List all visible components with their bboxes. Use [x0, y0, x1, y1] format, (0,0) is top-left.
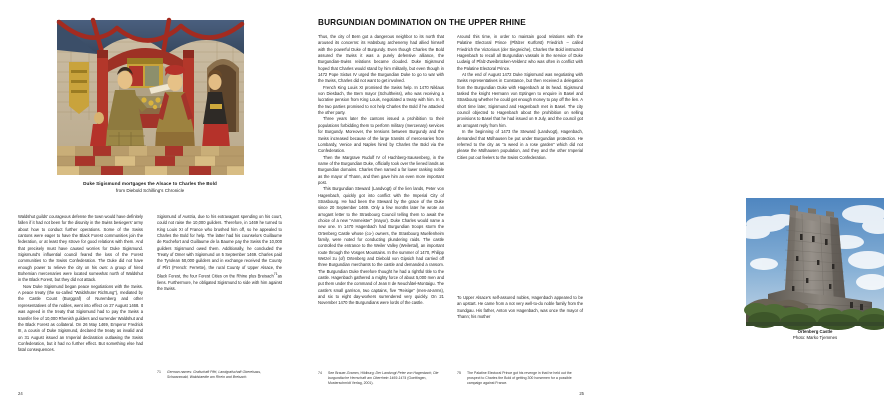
left-page	[0, 0, 300, 405]
right-column-1	[318, 34, 444, 320]
paragraph	[157, 214, 282, 293]
castle-caption-title: Ortenberg Castle	[797, 329, 833, 334]
page-title: BURGUNDIAN DOMINATION ON THE UPPER RHINE	[318, 18, 526, 27]
castle-caption	[746, 329, 884, 341]
left-footnote-col-1	[18, 370, 143, 380]
folio-number-left: 24	[18, 391, 23, 396]
paragraph: Waldshut guilds' courageous defense the town would have definitely fallen if it had not been for the disunity in the Swiss besiegers' army about how to conduct further operations. Some of the Swiss cantons were eager to have the Black Forest communities join the federation, or at least they strove for good relations with them. And that precisely must have caused worries for Duke Sigismund. Sigismund's influential council feared the loss of the Forest communities to the Swiss Confederation. The Duke did not have enough power to relieve the city on his own: a group of hired Bohemian mercenaries were located somewhat north of Waldshut in the Black Forest, but they did not attack.	[18, 214, 143, 283]
illumination-image	[57, 20, 244, 175]
illumination-caption	[22, 180, 278, 194]
right-footnote-col-1	[318, 371, 444, 387]
footnote-title: Der Landvogt Peter von Hagenbach, Die burgundische Herrschaft am Oberrhein 1469-1474	[328, 371, 439, 381]
paragraph: Thus, the city of Bern got a dangerous neighbor to its north that aroused its concerns: its Habsburg archenemy had allied himself with the powerful Duke of Burgundy. Even though Charles the Bold assured the Swiss it was a purely defensive alliance, the Burgundian-Swiss relations became clouded. Duke Sigismund hoped that Charles would stand by him militarily, but even though in 1472 Pope Sixtus IV urged the Burgundian Duke to go to war with the Swiss, Charles did not want to get involved.	[318, 34, 444, 84]
castle-caption-credit: Photo: Marko Tjemmes	[792, 335, 838, 340]
left-column-1	[18, 214, 143, 354]
footnote-text: German names: Grafschaft Pfirt, Landgrafschaft Oberelsass, Schwarzwald, Waldstaedte am Rhein and Breisach.	[167, 370, 262, 380]
footnote-number: 75	[457, 371, 461, 375]
paragraph: At the end of August 1472 Duke Sigismund was negotiating with Swiss representatives in Constance, but then received a delegation from the Burgundian Duke with Hagenbach at its head. Sigismund tasked the knight Hermann von Eptingen to enquire in Basel and Strasbourg whether he could get enough money to pay off the lien. A short time later, Sigismund and Hagenbach met in Basel. The city council objected to Hagenbach about the prohibition on selling provisions to Basel that he had issued on 9 July, and the council got an arrogant reply from him.	[457, 72, 583, 128]
footnote-number: 74	[318, 371, 322, 375]
left-page-footnotes	[18, 370, 282, 380]
footnote-suffix: (Goettingen, Musterschmidt Verlag, 2001).	[328, 376, 427, 386]
paragraph: Three years later the cantons issued a prohibition to their populations forbidding them to perform military (mercenary) services for Burgundy. Moreover, the tensions between Burgundy and the Swiss increased because of the large transits of mercenaries from Lombardy, Venice and Naples hired by Charles the Bold via the Confederation.	[318, 116, 444, 154]
footnote-text: The Palatine Electoral Prince got his revenge in that he held out the prospect to Charles the Bold of getting 300 horsemen for a possible campaign against France.	[467, 371, 572, 386]
right-page	[300, 0, 838, 405]
footnote-number: 71	[157, 370, 161, 374]
paragraph: This Burgundian Steward (Landvogt) of the lien lands, Peter von Hagenbach, quickly got into conflict with the Imperial City of Strasbourg. He had been the Steward by the grace of the Duke since 20 September 1469. Only a few months later he wrote an arrogant letter to the Strasbourg Council telling them to await the choice of a new "Ammeister" (mayor). Duke Charles would name a new one. In 1470 Hagenbach had Burgundian troops storm the Ortenberg Castle whose (co-) owners, the Strasbourg Muellenheim family, were noted for conducting plundering raids. The castle controlled the entrance to the Weiler Valley (Weilertal), an important route through the Vosges Mountains. In the summer of 1470, Philipp Wetzel zu (of) Ortenberg and Diebold von Gipsich had carried off three Burgundian merchants to the castle and demanded a ransom. The Burgundian Duke therefore thought he had a rightful title to the castle. Hagenbach gathered a mighty force of about 5,000 men and put them under the command of Jean II de Neuchâtel-Montaigu. The castle's small garrison, two captains, five "Reisige" (men-at-arms), and six to eight day-workers surrendered very quickly. On 21 November 1470 the Burgundians were lords of the castle.	[318, 186, 444, 306]
folio-number-right: 25	[579, 391, 584, 396]
castle-figure	[746, 198, 884, 326]
paragraph: In the beginning of 1473 the Steward (Landvogt), Hagenbach, demanded that Mülhausen be put under Burgundian protection. He referred to the city as "a weed in a rose garden" which did not please the Mülhausen population, and they and the other Imperial Cities put out feelers to the Swiss Confederation.	[457, 129, 583, 160]
left-footnote-col-2	[157, 370, 282, 380]
footnote	[157, 370, 282, 380]
footnote-text	[328, 371, 444, 387]
right-column-2	[457, 34, 583, 320]
castle-photo	[746, 198, 884, 326]
paragraph: Around this time, in order to maintain good relations with the Palatine Electoral Prince (Pfälzer Kurfürst) Friedrich – called Friedrich the Victorious (der Siegreiche), Charles the Bold instructed Hagenbach to recall all Burgundian vassals in the service of Duke Ludwig of Pfalz-Zweibrücken-Veldenz who was often in conflict with the Palatine Electoral Prince.	[457, 34, 583, 71]
paragraph: Now Duke Sigismund began peace negotiations with the Swiss. A peace treaty (the so-called "Waldshuter Richtung"), mediated by the Castle Count (Burggraf) of Nuremberg and other representatives of the nobles, went into effect on 27 August 1468. It was agreed in the treaty that Sigismund had to pay the Swiss a transfer fee of 10,000 Rhenish guilders and surrender Waldshut and the Black Forest as collateral. On 26 May 1469, Emperor Fredrick III, a cousin of Duke Sigismund, declared the treaty as invalid and on 31 August issued an Imperial declaration outlawing the Swiss Confederation, but it had no further effect. But something else had fatal consequences.	[18, 283, 143, 353]
paragraph: French King Louis XI promised the Swiss help. In 1470 Niklaus von Diesbach, the Bern mayor (Schultheiss), who was receiving a lucrative pension from King Louis, negotiated a treaty with him. In it, the two parties promised to not help Charles the Bold if he attacked the other party.	[318, 84, 444, 116]
left-page-columns	[18, 214, 282, 354]
footnote	[318, 371, 444, 387]
footnote	[457, 371, 583, 387]
right-footnote-col-2	[457, 371, 583, 387]
paragraph-text-cont: as liens. Furthermore, he obligated Sigismund to side with him against the Swiss.	[157, 273, 282, 292]
left-column-2	[157, 214, 282, 354]
right-page-columns	[318, 34, 584, 320]
paragraph: To Upper Alsace's self-assured nobles, Hagenbach appeared to be an upstart. He came from a not very well-to-do noble family from the Sundgau. His father, Anton von Hagenbach, was once the mayor of Thann; his mother	[457, 294, 583, 319]
castle-svg	[746, 198, 884, 326]
footnote-prefix: See Brauer-Gramm, Hildburg:	[328, 371, 376, 375]
illumination-svg	[57, 20, 244, 175]
illumination-caption-credit: from Diebold Schilling's Chronicle	[115, 188, 185, 193]
paragraph: Then the Margrave Rudolf IV of Hachberg-Sausenberg, in the name of the Burgundian Duke, officially took over the liened lands as Burgundian domains. Charles then named a far lower ranking noble as the mayor of Thann, and then gave him an even more important post.	[318, 154, 444, 185]
right-page-footnotes	[318, 371, 584, 387]
footnote-marker: 71	[273, 272, 278, 277]
illumination-figure	[57, 20, 244, 175]
illumination-caption-title: Duke Sigismund mortgages the Alsace to Charles the Bold	[83, 181, 217, 186]
paragraph-text: Sigismund of Austria, due to his extravagant spending on his court, could not raise the 10,000 guilders. Therefore, in 1469 he turned to King Louis XI of France who brushed him off, so he appealed to Charles the Bold for help. The latter had his counselors Guillaume de Rochefort and Guillaume de la Baume pay the Swiss the 10,000 guilders Sigismund owed them. Additionally, he concluded the Treaty of Omer with Sigismund on 5 September 1469. Charles paid the Tyrolean 50,000 guilders and in exchange received the County of Pfirt (French: Ferrette), the rural County of Upper Alsace, the Black Forest, the four Forest Cities on the Rhine plus Breisach	[157, 214, 282, 279]
